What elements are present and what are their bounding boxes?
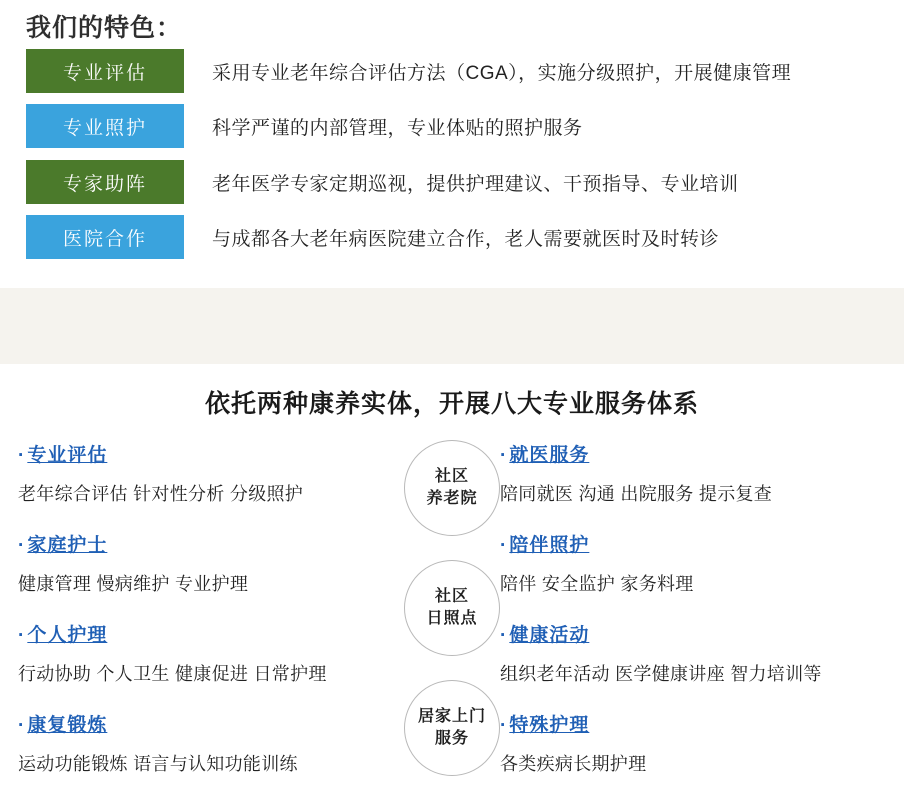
service-heading-label: 康复锻炼 [27, 715, 108, 736]
feature-row [26, 160, 739, 204]
bullet-icon: · [500, 535, 508, 556]
entity-circle [404, 560, 500, 656]
service-description: 组织老年活动 医学健康讲座 智力培训等 [500, 664, 822, 684]
service-heading-label: 家庭护士 [27, 535, 108, 556]
section-divider-band [0, 288, 904, 364]
feature-tag: 医院合作 [26, 215, 184, 259]
feature-tag: 专业照护 [26, 104, 184, 148]
features-section [0, 0, 904, 300]
service-heading-label: 专业评估 [27, 445, 108, 466]
service-description: 运动功能锻炼 语言与认知功能训练 [18, 754, 298, 774]
feature-row [26, 104, 583, 148]
service-description: 陪同就医 沟通 出院服务 提示复查 [500, 484, 773, 504]
entity-circle [404, 440, 500, 536]
service-item [18, 620, 378, 686]
services-right-column [500, 440, 860, 800]
service-description: 各类疾病长期护理 [500, 754, 647, 774]
services-title: 依托两种康养实体，开展八大专业服务体系 [204, 390, 699, 418]
entity-circle-line2: 日照点 [426, 610, 478, 627]
service-item [18, 440, 378, 506]
service-description: 健康管理 慢病维护 专业护理 [18, 574, 249, 594]
service-item [18, 710, 378, 776]
service-description: 陪伴 安全监护 家务料理 [500, 574, 694, 594]
service-description: 行动协助 个人卫生 健康促进 日常护理 [18, 664, 327, 684]
entity-circle [404, 680, 500, 776]
service-heading-label: 个人护理 [27, 625, 108, 646]
services-section [0, 364, 904, 782]
feature-text: 老年医学专家定期巡视，提供护理建议、干预指导、专业培训 [212, 173, 739, 195]
service-heading [18, 530, 378, 557]
service-item [500, 710, 860, 776]
service-heading-label: 就医服务 [509, 445, 590, 466]
entity-circle-line1: 社区 [434, 588, 469, 605]
bullet-icon: · [500, 625, 508, 646]
service-item [500, 530, 860, 596]
bullet-icon: · [18, 445, 26, 466]
service-heading [500, 440, 860, 467]
service-heading [500, 530, 860, 557]
features-title: 我们的特色： [26, 14, 183, 42]
service-item [500, 440, 860, 506]
service-heading [18, 440, 378, 467]
service-heading-label: 陪伴照护 [509, 535, 590, 556]
feature-text: 与成都各大老年病医院建立合作，老人需要就医时及时转诊 [212, 228, 720, 250]
feature-text: 采用专业老年综合评估方法（CGA），实施分级照护，开展健康管理 [212, 62, 792, 84]
service-heading [500, 710, 860, 737]
bullet-icon: · [18, 535, 26, 556]
service-description: 老年综合评估 针对性分析 分级照护 [18, 484, 304, 504]
service-item [18, 530, 378, 596]
entity-circle-line2: 服务 [434, 730, 469, 747]
feature-text: 科学严谨的内部管理，专业体贴的照护服务 [212, 117, 583, 139]
bullet-icon: · [18, 715, 26, 736]
entity-circle-line1: 社区 [434, 468, 469, 485]
entity-circle-line2: 养老院 [426, 490, 478, 507]
feature-row [26, 215, 719, 259]
services-left-column [18, 440, 378, 800]
bullet-icon: · [500, 445, 508, 466]
service-heading [500, 620, 860, 647]
service-heading-label: 健康活动 [509, 625, 590, 646]
entity-circle-line1: 居家上门 [417, 708, 486, 725]
service-heading [18, 710, 378, 737]
service-heading [18, 620, 378, 647]
service-heading-label: 特殊护理 [509, 715, 590, 736]
service-item [500, 620, 860, 686]
feature-tag: 专家助阵 [26, 160, 184, 204]
bullet-icon: · [500, 715, 508, 736]
feature-row [26, 49, 791, 93]
bullet-icon: · [18, 625, 26, 646]
feature-tag: 专业评估 [26, 49, 184, 93]
